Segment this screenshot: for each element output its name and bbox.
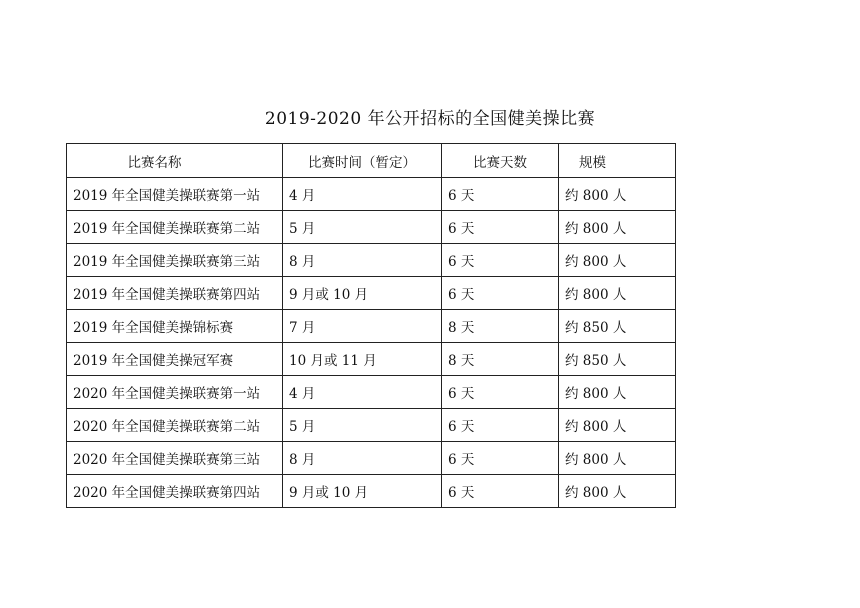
cell-scale: 约 800 人 [559, 475, 676, 508]
header-scale: 规模 [559, 144, 676, 178]
table-row [67, 442, 676, 475]
cell-scale: 约 850 人 [559, 343, 676, 376]
cell-days: 6 天 [442, 376, 559, 409]
cell-scale: 约 800 人 [559, 376, 676, 409]
cell-scale: 约 800 人 [559, 409, 676, 442]
table-row [67, 343, 676, 376]
cell-name: 2019 年全国健美操联赛第一站 [67, 178, 283, 211]
header-competition-time: 比赛时间（暂定） [283, 144, 442, 178]
cell-name: 2019 年全国健美操联赛第三站 [67, 244, 283, 277]
cell-time: 4 月 [283, 178, 442, 211]
document-title: 2019-2020 年公开招标的全国健美操比赛 [264, 109, 596, 129]
table-header-row [67, 144, 676, 178]
cell-scale: 约 850 人 [559, 310, 676, 343]
cell-days: 6 天 [442, 475, 559, 508]
table-row [67, 178, 676, 211]
cell-time: 9 月或 10 月 [283, 475, 442, 508]
cell-name: 2020 年全国健美操联赛第一站 [67, 376, 283, 409]
competition-table [66, 143, 676, 508]
cell-time: 9 月或 10 月 [283, 277, 442, 310]
table-row [67, 475, 676, 508]
cell-name: 2019 年全国健美操冠军赛 [67, 343, 283, 376]
cell-scale: 约 800 人 [559, 244, 676, 277]
cell-days: 6 天 [442, 442, 559, 475]
cell-time: 8 月 [283, 442, 442, 475]
cell-days: 6 天 [442, 178, 559, 211]
cell-time: 4 月 [283, 376, 442, 409]
table-row [67, 211, 676, 244]
table-row [67, 376, 676, 409]
cell-scale: 约 800 人 [559, 277, 676, 310]
cell-name: 2020 年全国健美操联赛第四站 [67, 475, 283, 508]
cell-days: 8 天 [442, 343, 559, 376]
cell-time: 5 月 [283, 409, 442, 442]
cell-name: 2020 年全国健美操联赛第三站 [67, 442, 283, 475]
table-row [67, 409, 676, 442]
cell-days: 6 天 [442, 211, 559, 244]
cell-days: 6 天 [442, 277, 559, 310]
table-row [67, 277, 676, 310]
cell-name: 2019 年全国健美操联赛第二站 [67, 211, 283, 244]
cell-time: 5 月 [283, 211, 442, 244]
cell-days: 8 天 [442, 310, 559, 343]
cell-days: 6 天 [442, 409, 559, 442]
cell-name: 2019 年全国健美操锦标赛 [67, 310, 283, 343]
table-row [67, 244, 676, 277]
cell-name: 2019 年全国健美操联赛第四站 [67, 277, 283, 310]
cell-time: 7 月 [283, 310, 442, 343]
cell-time: 8 月 [283, 244, 442, 277]
cell-scale: 约 800 人 [559, 178, 676, 211]
table-row [67, 310, 676, 343]
cell-name: 2020 年全国健美操联赛第二站 [67, 409, 283, 442]
header-competition-name: 比赛名称 [67, 144, 283, 178]
cell-time: 10 月或 11 月 [283, 343, 442, 376]
cell-scale: 约 800 人 [559, 211, 676, 244]
cell-days: 6 天 [442, 244, 559, 277]
cell-scale: 约 800 人 [559, 442, 676, 475]
header-competition-days: 比赛天数 [442, 144, 559, 178]
